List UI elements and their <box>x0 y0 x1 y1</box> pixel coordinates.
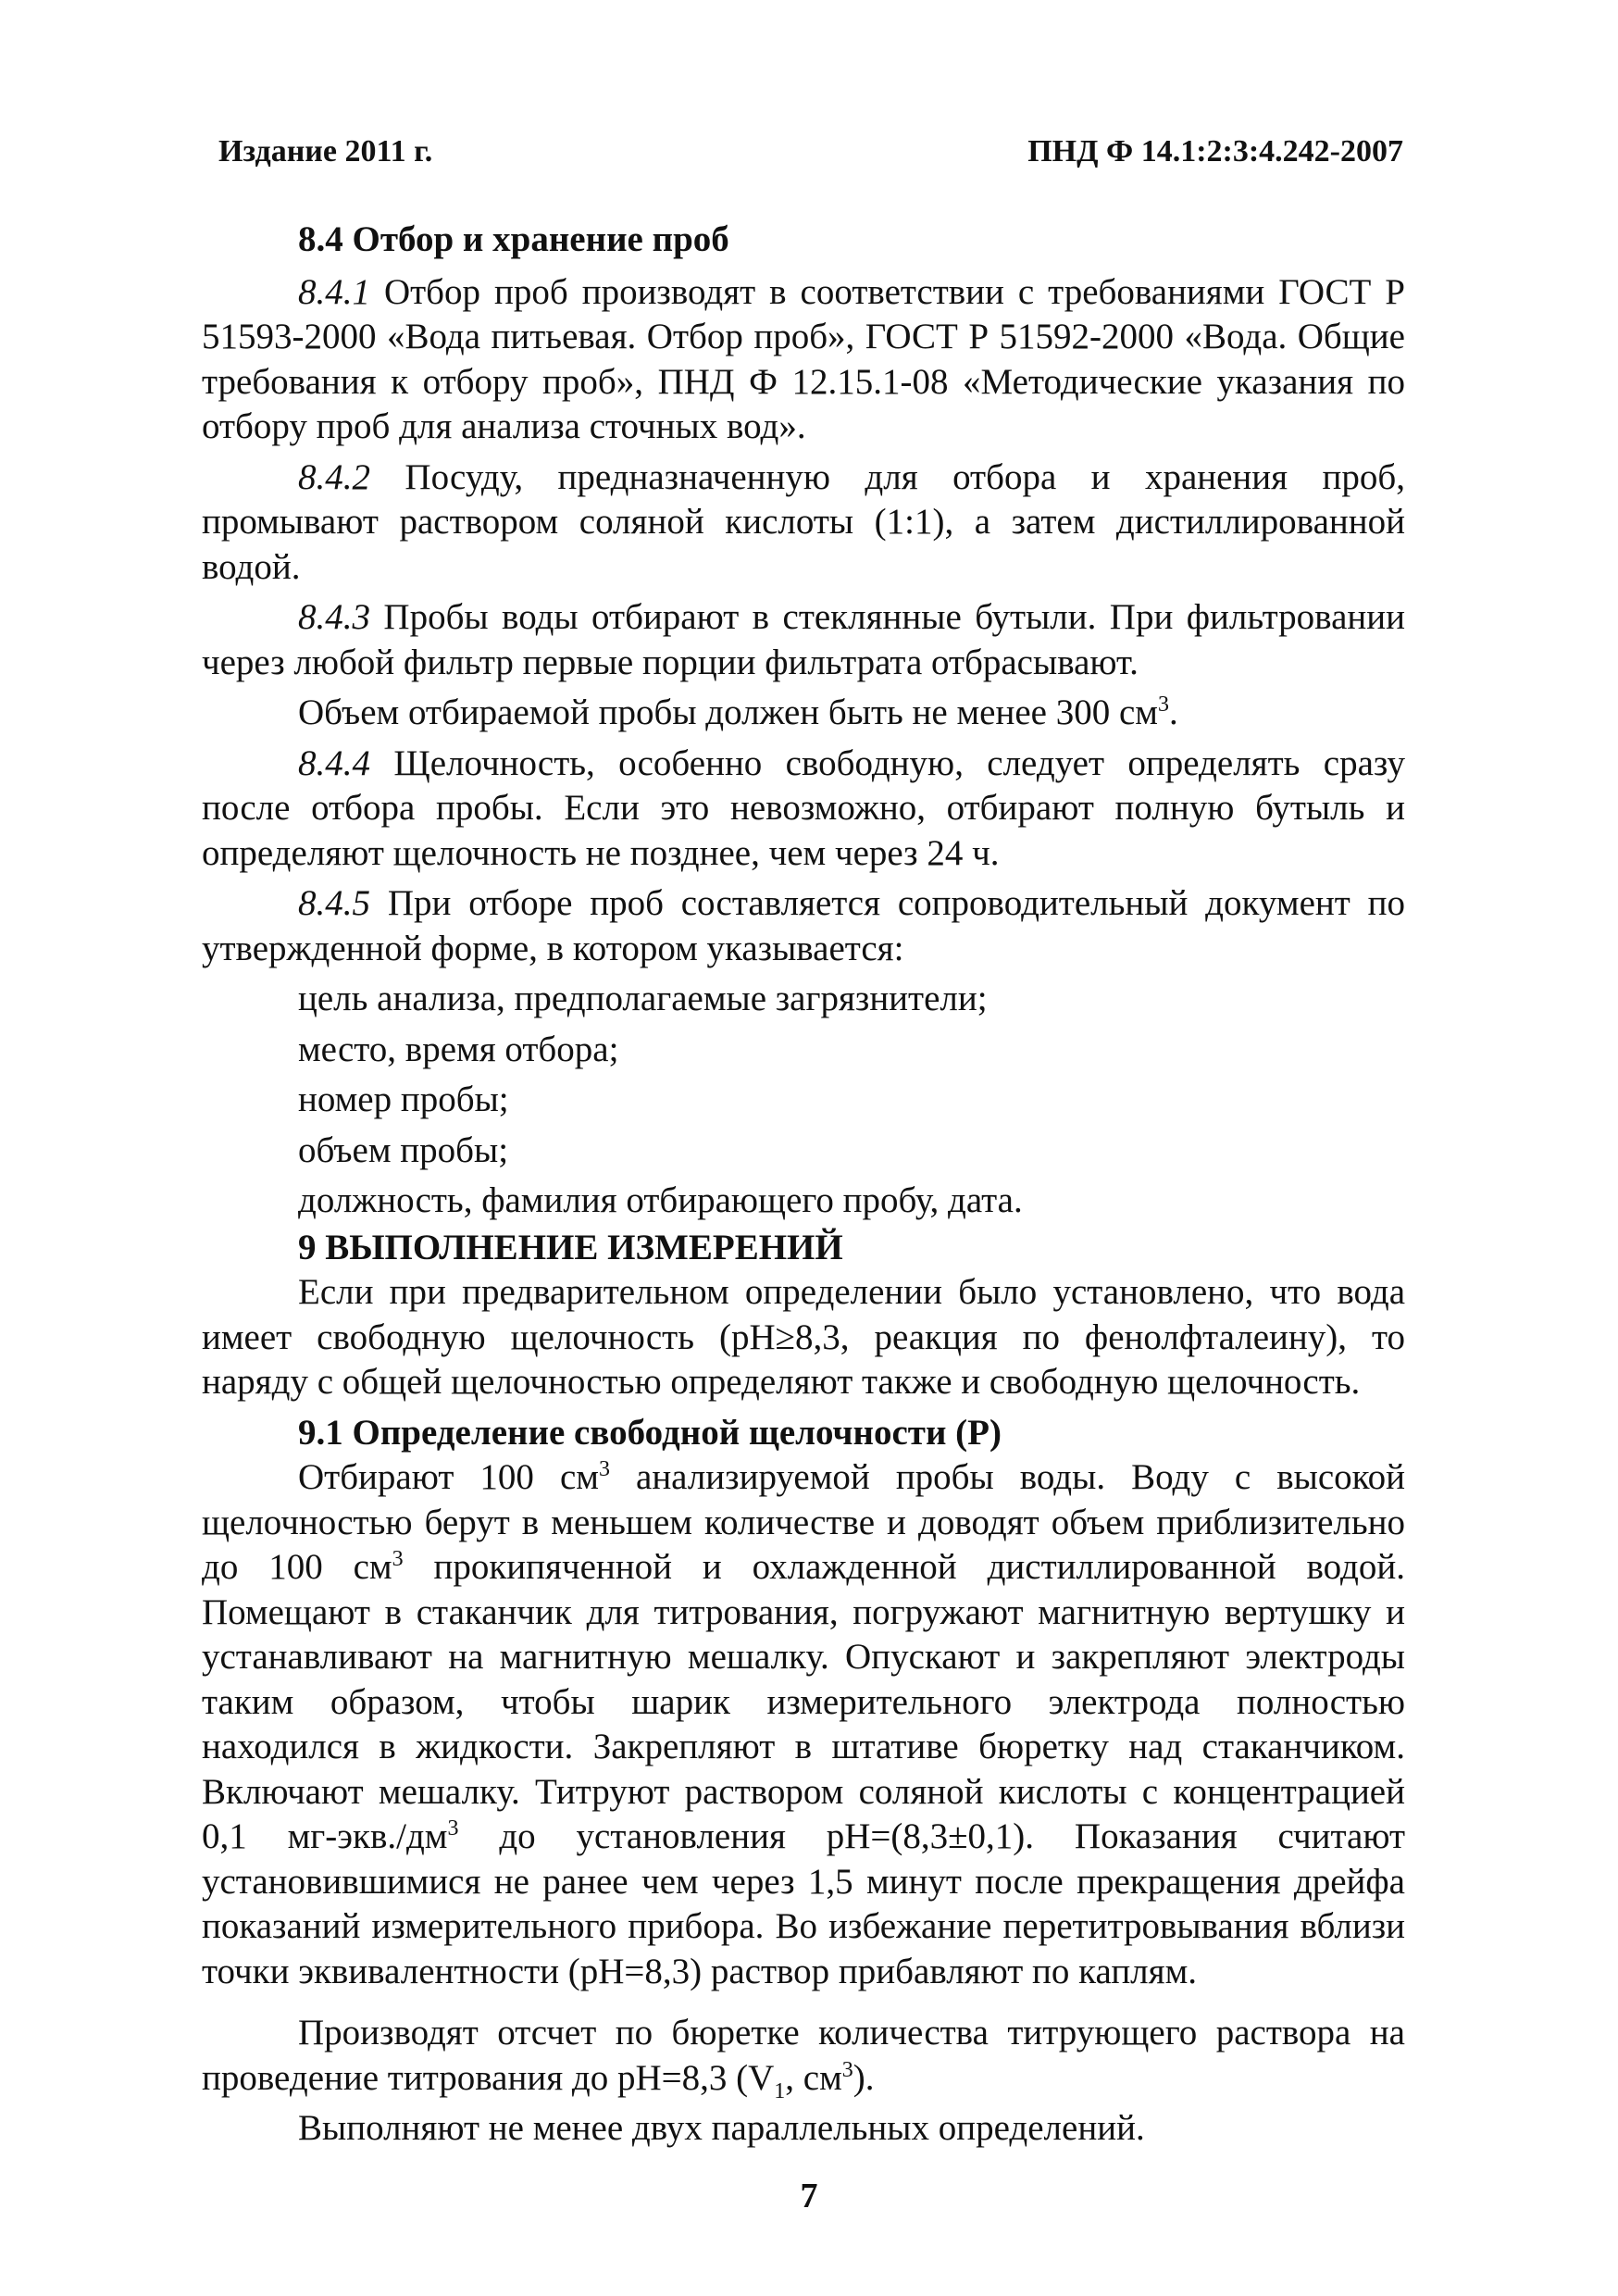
paragraph-8-4-3 <box>202 595 1405 685</box>
paragraph-burette-reading <box>202 2011 1405 2101</box>
list-item: номер пробы; <box>298 1079 509 1119</box>
chapter-9-title: 9 ВЫПОЛНЕНИЕ ИЗМЕРЕНИЙ <box>298 1227 843 1267</box>
list-item: место, время отбора; <box>298 1029 619 1069</box>
superscript: 3 <box>392 1547 404 1571</box>
subscript: 1 <box>774 2078 786 2103</box>
paragraph-9-1 <box>202 1455 1405 1994</box>
paragraph-text: , см <box>785 2057 842 2098</box>
paragraph-sample-volume <box>202 691 1405 736</box>
superscript: 3 <box>447 1816 459 1841</box>
list-item: цель анализа, предполагаемые загрязнители; <box>298 979 988 1018</box>
paragraph-text: до установления pH=(8,3±0,1). Показания считают установившимися не ранее чем через 1,5 минут после прекращения дрейфа показаний измерительного прибора. Во избежание перетитровывания вблизи точки эквивалентности (pH=8,3) раствор прибавляют по каплям. <box>202 1816 1406 1991</box>
page-number: 7 <box>800 2177 818 2215</box>
document-body <box>202 218 1405 2152</box>
list-item: должность, фамилия отбирающего пробу, дата. <box>298 1180 1023 1220</box>
section-9-1-title: 9.1 Определение свободной щелочности (P) <box>298 1412 1002 1453</box>
paragraph-text: Пробы воды отбирают в стеклянные бутыли. При фильтровании через любой фильтр первые порции фильтрата отбрасывают. <box>202 597 1405 682</box>
paragraph-chapter-9-intro: Если при предварительном определении было установлено, что вода имеет свободную щелочность (pH≥8,3, реакция по фенолфталеину), то наряду с общей щелочностью определяют также и свободную щелочность. <box>202 1272 1405 1402</box>
paragraph-parallel-determinations: Выполняют не менее двух параллельных определений. <box>298 2108 1145 2148</box>
paragraph-8-4-4 <box>202 742 1405 877</box>
paragraph-text: Посуду, предназначенную для отбора и хранения проб, промывают раствором соляной кислоты (1:1), а затем дистиллированной водой. <box>202 456 1405 587</box>
clause-number: 8.4.2 <box>298 456 370 497</box>
clause-number: 8.4.5 <box>298 883 370 923</box>
clause-number: 8.4.4 <box>298 742 370 783</box>
page-header <box>218 134 1403 181</box>
paragraph-text: Щелочность, особенно свободную, следует определять сразу после отбора пробы. Если это невозможно, отбирают полную бутыль и определяют щелочность не позднее, чем через 24 ч. <box>202 742 1405 873</box>
superscript: 3 <box>1157 693 1169 717</box>
paragraph-8-4-2 <box>202 455 1405 591</box>
paragraph-text: Отбирают 100 см <box>298 1457 599 1497</box>
superscript: 3 <box>841 2057 853 2082</box>
paragraph-text: ). <box>853 2057 875 2098</box>
paragraph-8-4-1 <box>202 270 1405 450</box>
paragraph-text: Производят отсчет по бюретке количества титрующего раствора на проведение титрования до pH=8,3 (V <box>202 2013 1405 2098</box>
paragraph-text: прокипяченной и охлажденной дистиллированной водой. Помещают в стаканчик для титрования, погружают магнитную вертушку и устанавливают на магнитную мешалку. Опускают и закрепляют электроды таким образом, чтобы шарик измерительного электрода полностью находился в жидкости. Закрепляют в штативе бюретку над стаканчиком. Включают мешалку. Титруют раствором соляной кислоты с концентрацией 0,1 мг-экв./дм <box>202 1547 1405 1856</box>
paragraph-text: При отборе проб составляется сопроводительный документ по утвержденной форме, в котором указывается: <box>202 883 1405 968</box>
paragraph-text: Объем отбираемой пробы должен быть не менее 300 см <box>298 693 1158 732</box>
edition-label: Издание 2011 г. <box>218 134 433 168</box>
list-item: объем пробы; <box>298 1129 509 1170</box>
paragraph-text: анализируемой пробы воды. Воду с высокой щелочностью берут в меньшем количестве и доводят объем приблизительно до 100 см <box>202 1457 1406 1587</box>
section-8-4-title: 8.4 Отбор и хранение проб <box>298 219 729 259</box>
paragraph-8-4-5 <box>202 881 1405 971</box>
superscript: 3 <box>598 1457 610 1481</box>
clause-number: 8.4.1 <box>298 271 370 312</box>
clause-number: 8.4.3 <box>298 597 370 637</box>
document-code: ПНД Ф 14.1:2:3:4.242-2007 <box>1027 134 1403 168</box>
paragraph-text: . <box>1168 693 1178 732</box>
paragraph-text: Отбор проб производят в соответствии с требованиями ГОСТ Р 51593-2000 «Вода питьевая. Отбор проб», ГОСТ Р 51592-2000 «Вода. Общие требования к отбору проб», ПНД Ф 12.15.1-08 «Методические указания по отбору проб для анализа сточных вод». <box>202 271 1405 446</box>
